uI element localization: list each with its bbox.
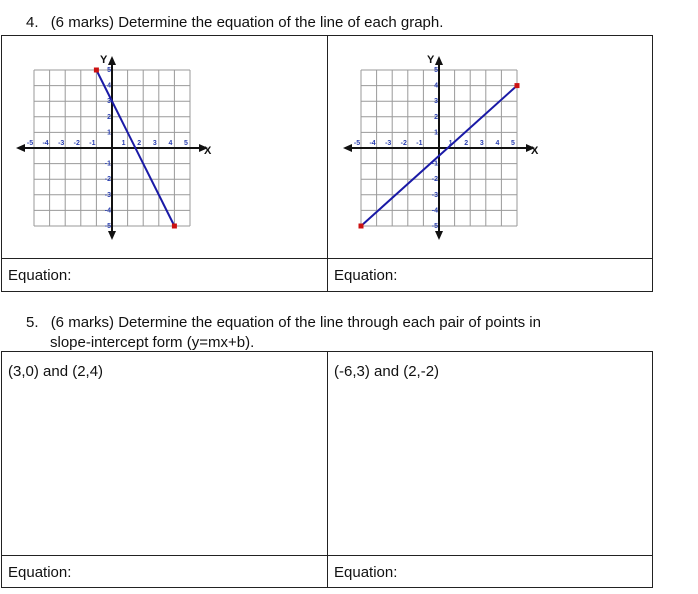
question-5-heading	[26, 313, 541, 332]
y-tick-label: 2	[107, 113, 111, 121]
x-axis-arrow-left	[16, 144, 25, 152]
y-tick-label: 3	[107, 98, 111, 106]
coordinate-graph-left	[12, 36, 242, 258]
equation-label-left: Equation:	[8, 564, 72, 581]
x-tick-label: 1	[121, 140, 126, 147]
x-axis-label: X	[204, 145, 212, 157]
y-tick-label: -2	[104, 176, 111, 184]
endpoint-marker	[94, 68, 99, 73]
x-tick-label: -3	[385, 140, 392, 147]
x-tick-label: -4	[369, 140, 376, 147]
question-5-number: 5.	[26, 314, 39, 331]
y-axis-arrow-down	[435, 231, 443, 240]
y-tick-label: -5	[431, 223, 438, 230]
question-4-number: 4.	[26, 14, 39, 31]
y-tick-label: -1	[104, 160, 111, 168]
x-axis-arrow-left	[343, 144, 352, 152]
x-tick-label: 3	[479, 140, 484, 147]
graph-cell-left	[2, 36, 327, 258]
question-4-text: (6 marks) Determine the equation of the line of each graph.	[50, 14, 444, 31]
y-tick-label: -1	[431, 160, 438, 168]
x-tick-label: 5	[184, 140, 188, 147]
coordinate-graph-right	[339, 36, 569, 258]
y-tick-label: -5	[104, 223, 111, 230]
equation-label-left: Equation:	[8, 267, 72, 284]
y-tick-label: -4	[431, 207, 438, 215]
endpoint-marker	[359, 224, 364, 229]
y-tick-label: 2	[434, 113, 438, 121]
x-axis-label: X	[531, 145, 539, 157]
x-tick-label: -3	[58, 140, 65, 147]
x-tick-label: 5	[511, 140, 515, 147]
y-tick-label: -2	[431, 176, 438, 184]
x-tick-label: 2	[137, 140, 142, 147]
row-divider	[2, 258, 652, 259]
y-tick-label: 5	[434, 67, 438, 74]
x-tick-label: -2	[400, 140, 407, 147]
y-tick-label: 4	[434, 82, 438, 90]
x-tick-label: 4	[495, 140, 500, 147]
row-divider	[2, 555, 652, 556]
y-tick-label: 1	[434, 129, 438, 137]
x-tick-label: -1	[89, 140, 96, 147]
question-5-text-line1: (6 marks) Determine the equation of the line through each pair of points in	[50, 314, 541, 331]
equation-label-right: Equation:	[334, 267, 398, 284]
question-4-table	[1, 35, 653, 292]
graph-cell-right	[329, 36, 654, 258]
endpoint-marker	[515, 83, 520, 88]
equation-label-right: Equation:	[334, 564, 398, 581]
points-pair-left: (3,0) and (2,4)	[8, 363, 104, 380]
y-tick-label: 5	[107, 67, 111, 74]
y-axis-arrow-up	[108, 56, 116, 65]
column-divider	[327, 36, 328, 291]
x-tick-label: -5	[353, 140, 361, 147]
points-pair-right: (-6,3) and (2,-2)	[334, 363, 440, 380]
y-axis-label: Y	[100, 54, 108, 66]
endpoint-marker	[172, 224, 177, 229]
y-tick-label: -4	[104, 207, 111, 215]
question-5-text-line2: slope-intercept form (y=mx+b).	[50, 334, 255, 351]
y-axis-label: Y	[427, 54, 435, 66]
y-tick-label: 4	[107, 82, 111, 90]
question-5-table	[1, 351, 653, 588]
y-tick-label: 1	[107, 129, 111, 137]
x-tick-label: 3	[152, 140, 157, 147]
x-tick-label: -2	[73, 140, 80, 147]
y-axis-arrow-down	[108, 231, 116, 240]
x-tick-label: 2	[464, 140, 469, 147]
x-tick-label: -4	[42, 140, 49, 147]
y-tick-label: -3	[431, 191, 438, 199]
x-tick-label: 4	[168, 140, 173, 147]
x-tick-label: -5	[26, 140, 34, 147]
y-axis-arrow-up	[435, 56, 443, 65]
x-tick-label: 1	[448, 140, 453, 147]
column-divider	[327, 352, 328, 587]
y-tick-label: -3	[104, 191, 111, 199]
question-4-heading	[26, 13, 443, 32]
y-tick-label: 3	[434, 98, 438, 106]
x-tick-label: -1	[416, 140, 423, 147]
